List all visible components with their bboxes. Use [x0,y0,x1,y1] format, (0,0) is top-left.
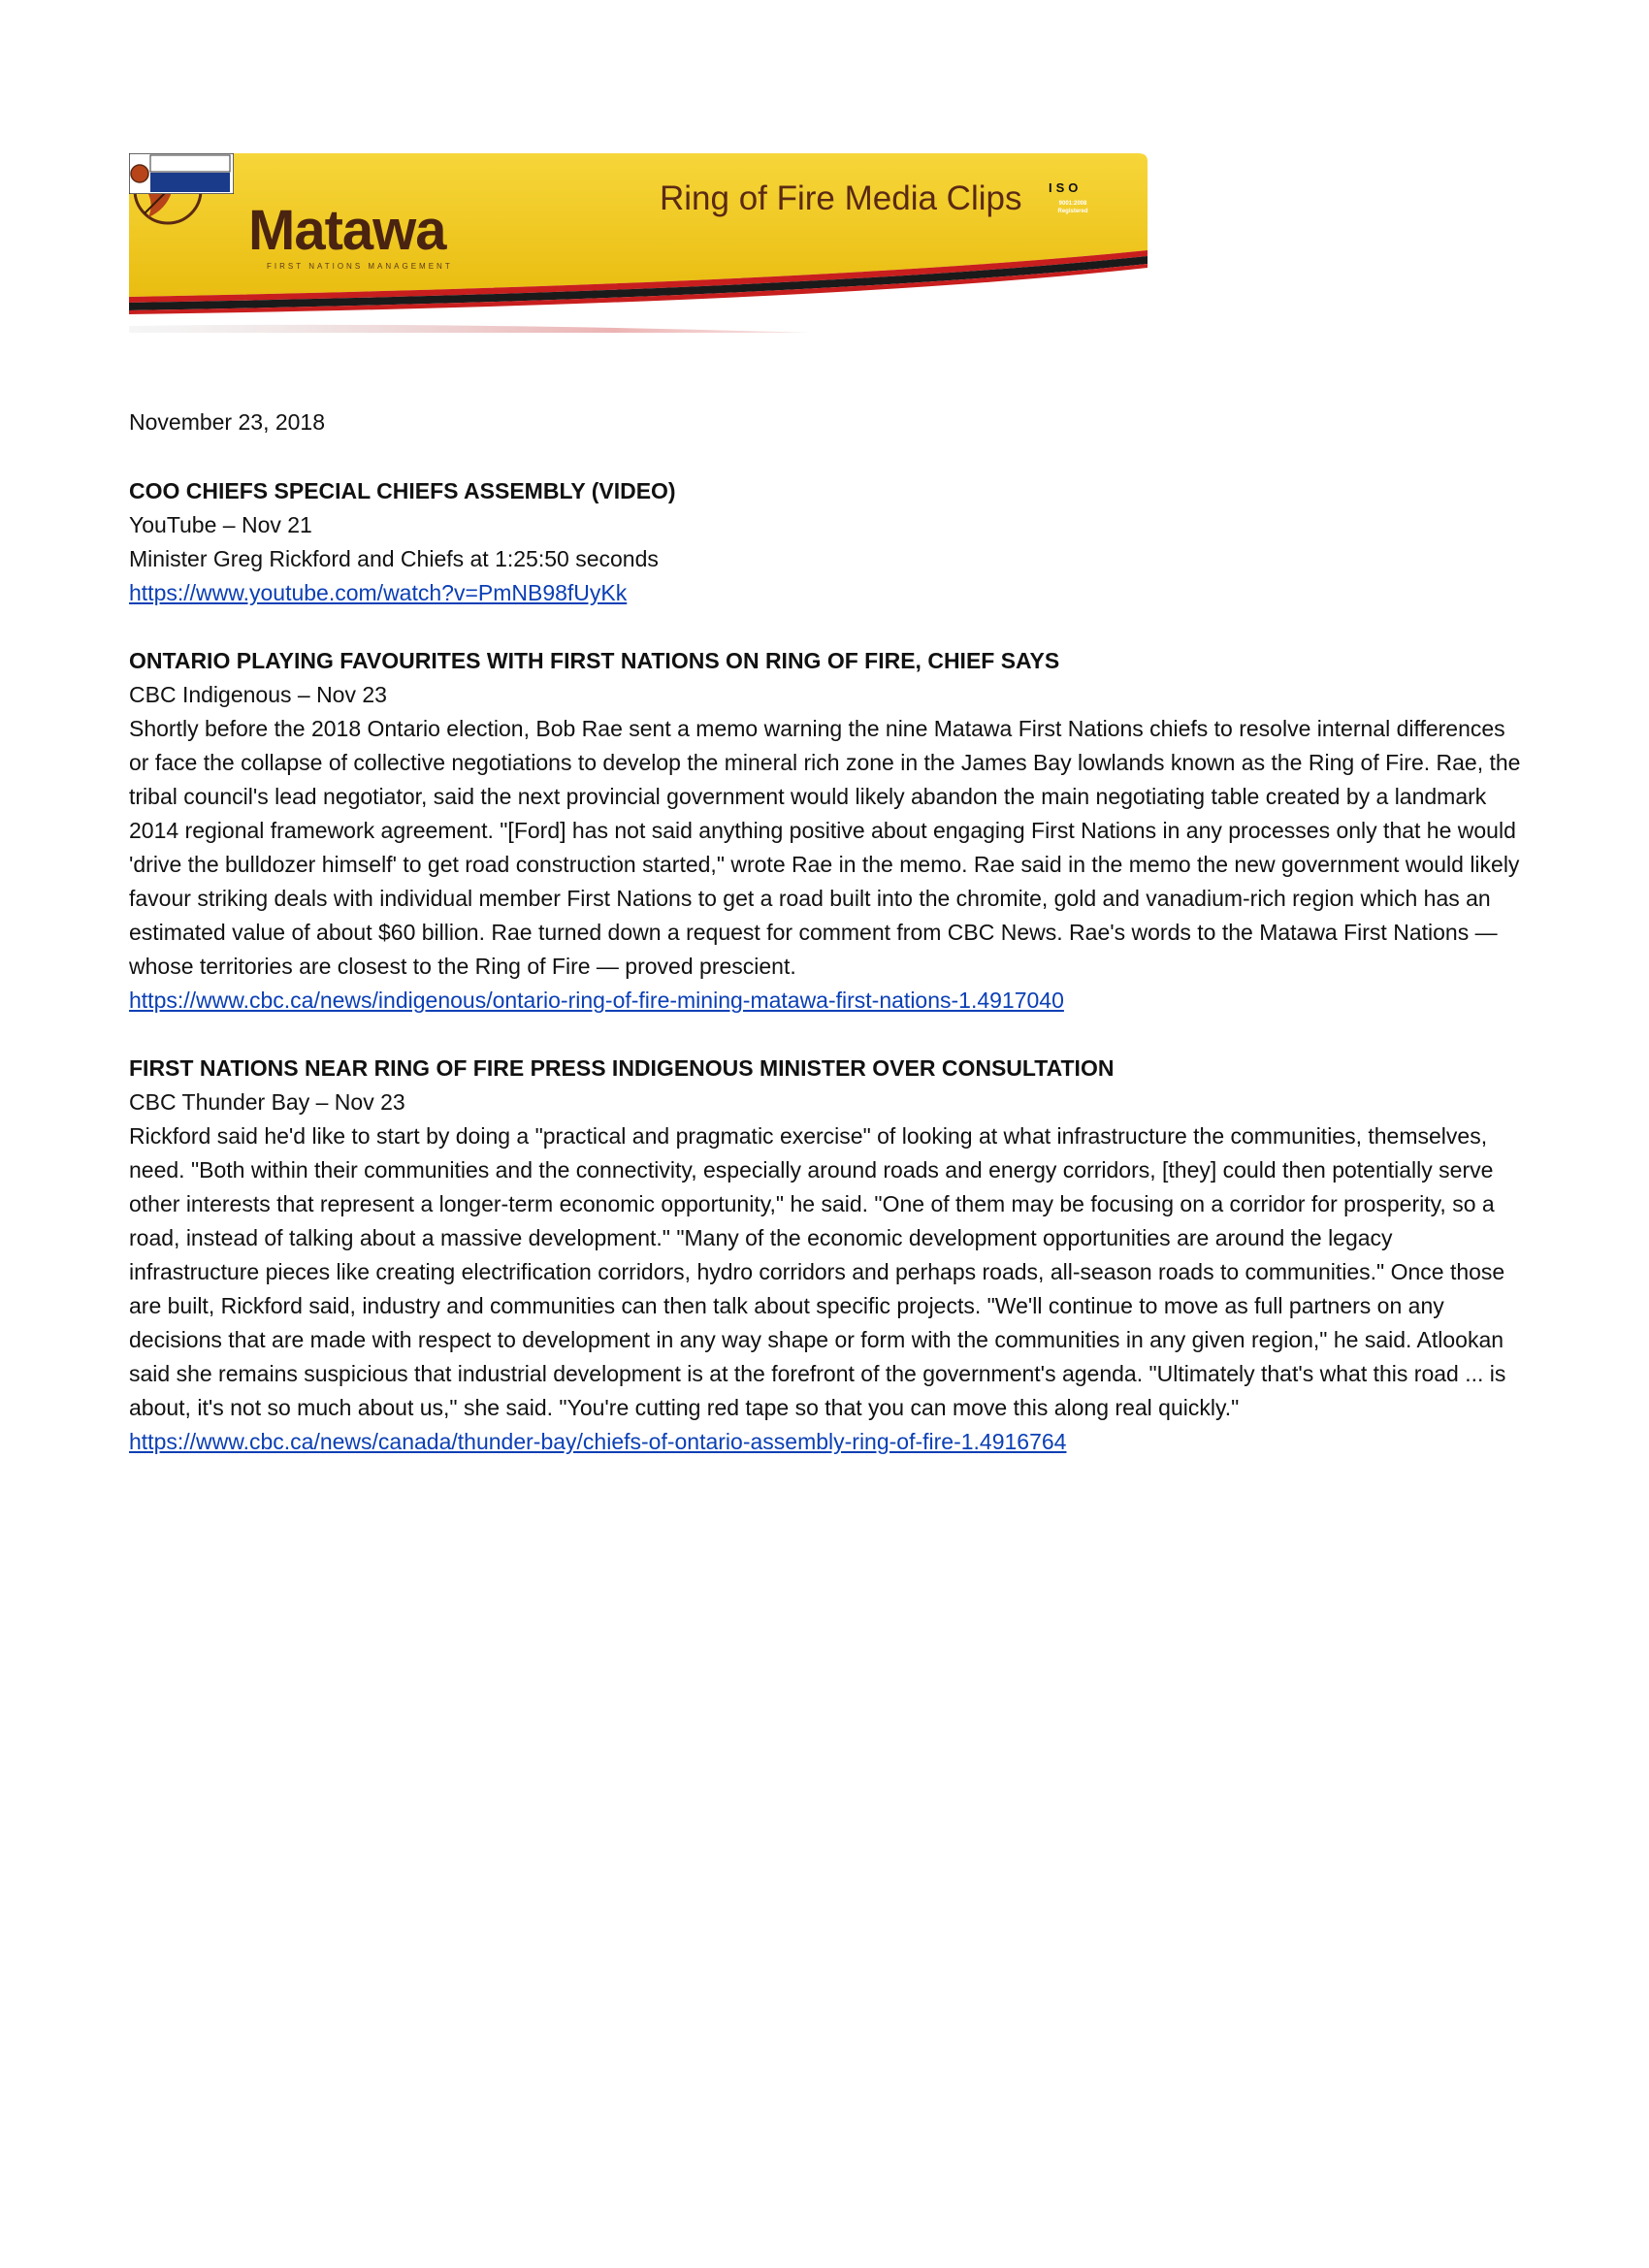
article-item [129,1052,1526,1459]
article-item [129,644,1526,1018]
article-headline: ONTARIO PLAYING FAVOURITES WITH FIRST NATIONS ON RING OF FIRE, CHIEF SAYS [129,648,1060,673]
article-headline: FIRST NATIONS NEAR RING OF FIRE PRESS INDIGENOUS MINISTER OVER CONSULTATION [129,1055,1115,1081]
article-source: CBC Indigenous – Nov 23 [129,682,387,707]
article-link[interactable]: https://www.cbc.ca/news/canada/thunder-bay/chiefs-of-ontario-assembly-ring-of-fire-1.4916764 [129,1429,1067,1454]
article-link[interactable]: https://www.youtube.com/watch?v=PmNB98fUyKk [129,580,628,605]
iso-registered: Registered [1057,209,1088,214]
brand-subtitle: FIRST NATIONS MANAGEMENT [267,262,453,271]
article-link[interactable]: https://www.cbc.ca/news/indigenous/ontario-ring-of-fire-mining-matawa-first-nations-1.4917040 [129,988,1064,1013]
article-source: YouTube – Nov 21 [129,512,312,537]
page-title: Ring of Fire Media Clips [660,179,1022,217]
iso-badge [129,153,234,194]
article-source: CBC Thunder Bay – Nov 23 [129,1089,405,1115]
article-summary: Rickford said he'd like to start by doing a "practical and pragmatic exercise" of looking at what infrastructure the communities, themselves, need. "Both within their communities and the connectivity, especially around roads and energy corridors, [they] could then potentially serve other interests that represent a longer-term economic opportunity," he said. "One of them may be focusing on a corridor for prosperity, so a road, instead of talking about a massive development." "Many of the economic development opportunities are around the legacy infrastructure pieces like creating electrification corridors, hydro corridors and perhaps roads, all-season roads to communities." Once those are built, Rickford said, industry and communities can then talk about specific projects. "We'll continue to move as full partners on any decisions that are made with respect to development in any way shape or form with the communities in any given region," he said. Atlookan said she remains suspicious that industrial development is at the forefront of the government's agenda. "Ultimately that's what this road ... is about, it's not so much about us," she said. "You're cutting red tape so that you can move this along real quickly." [129,1123,1506,1420]
article-item [129,474,1526,610]
article-summary: Shortly before the 2018 Ontario election, Bob Rae sent a memo warning the nine Matawa First Nations chiefs to resolve internal differences or face the collapse of collective negotiations to develop the mineral rich zone in the James Bay lowlands known as the Ring of Fire. Rae, the tribal council's lead negotiator, said the next provincial government would likely abandon the main negotiating table created by a landmark 2014 regional framework agreement. "[Ford] has not said anything positive about engaging First Nations in any processes only that he would 'drive the bulldozer himself' to get road construction started," wrote Rae in the memo. Rae said in the memo the new government would likely favour striking deals with individual member First Nations to get a road built into the chromite, gold and vanadium-rich region which has an estimated value of about $60 billion. Rae turned down a request for comment from CBC News. Rae's words to the Matawa First Nations — whose territories are closest to the Ring of Fire — proved prescient. [129,716,1521,979]
iso-registration [1049,200,1097,215]
iso-standard: 9001:2008 [1058,201,1087,207]
header-banner [129,153,1148,333]
article-headline: COO CHIEFS SPECIAL CHIEFS ASSEMBLY (VIDEO) [129,478,676,503]
iso-label: ISO [1049,180,1083,195]
document-date: November 23, 2018 [129,409,326,435]
brand-name: Matawa [248,199,446,262]
article-summary: Minister Greg Rickford and Chiefs at 1:25:50 seconds [129,546,659,571]
document-body [129,405,1526,1493]
